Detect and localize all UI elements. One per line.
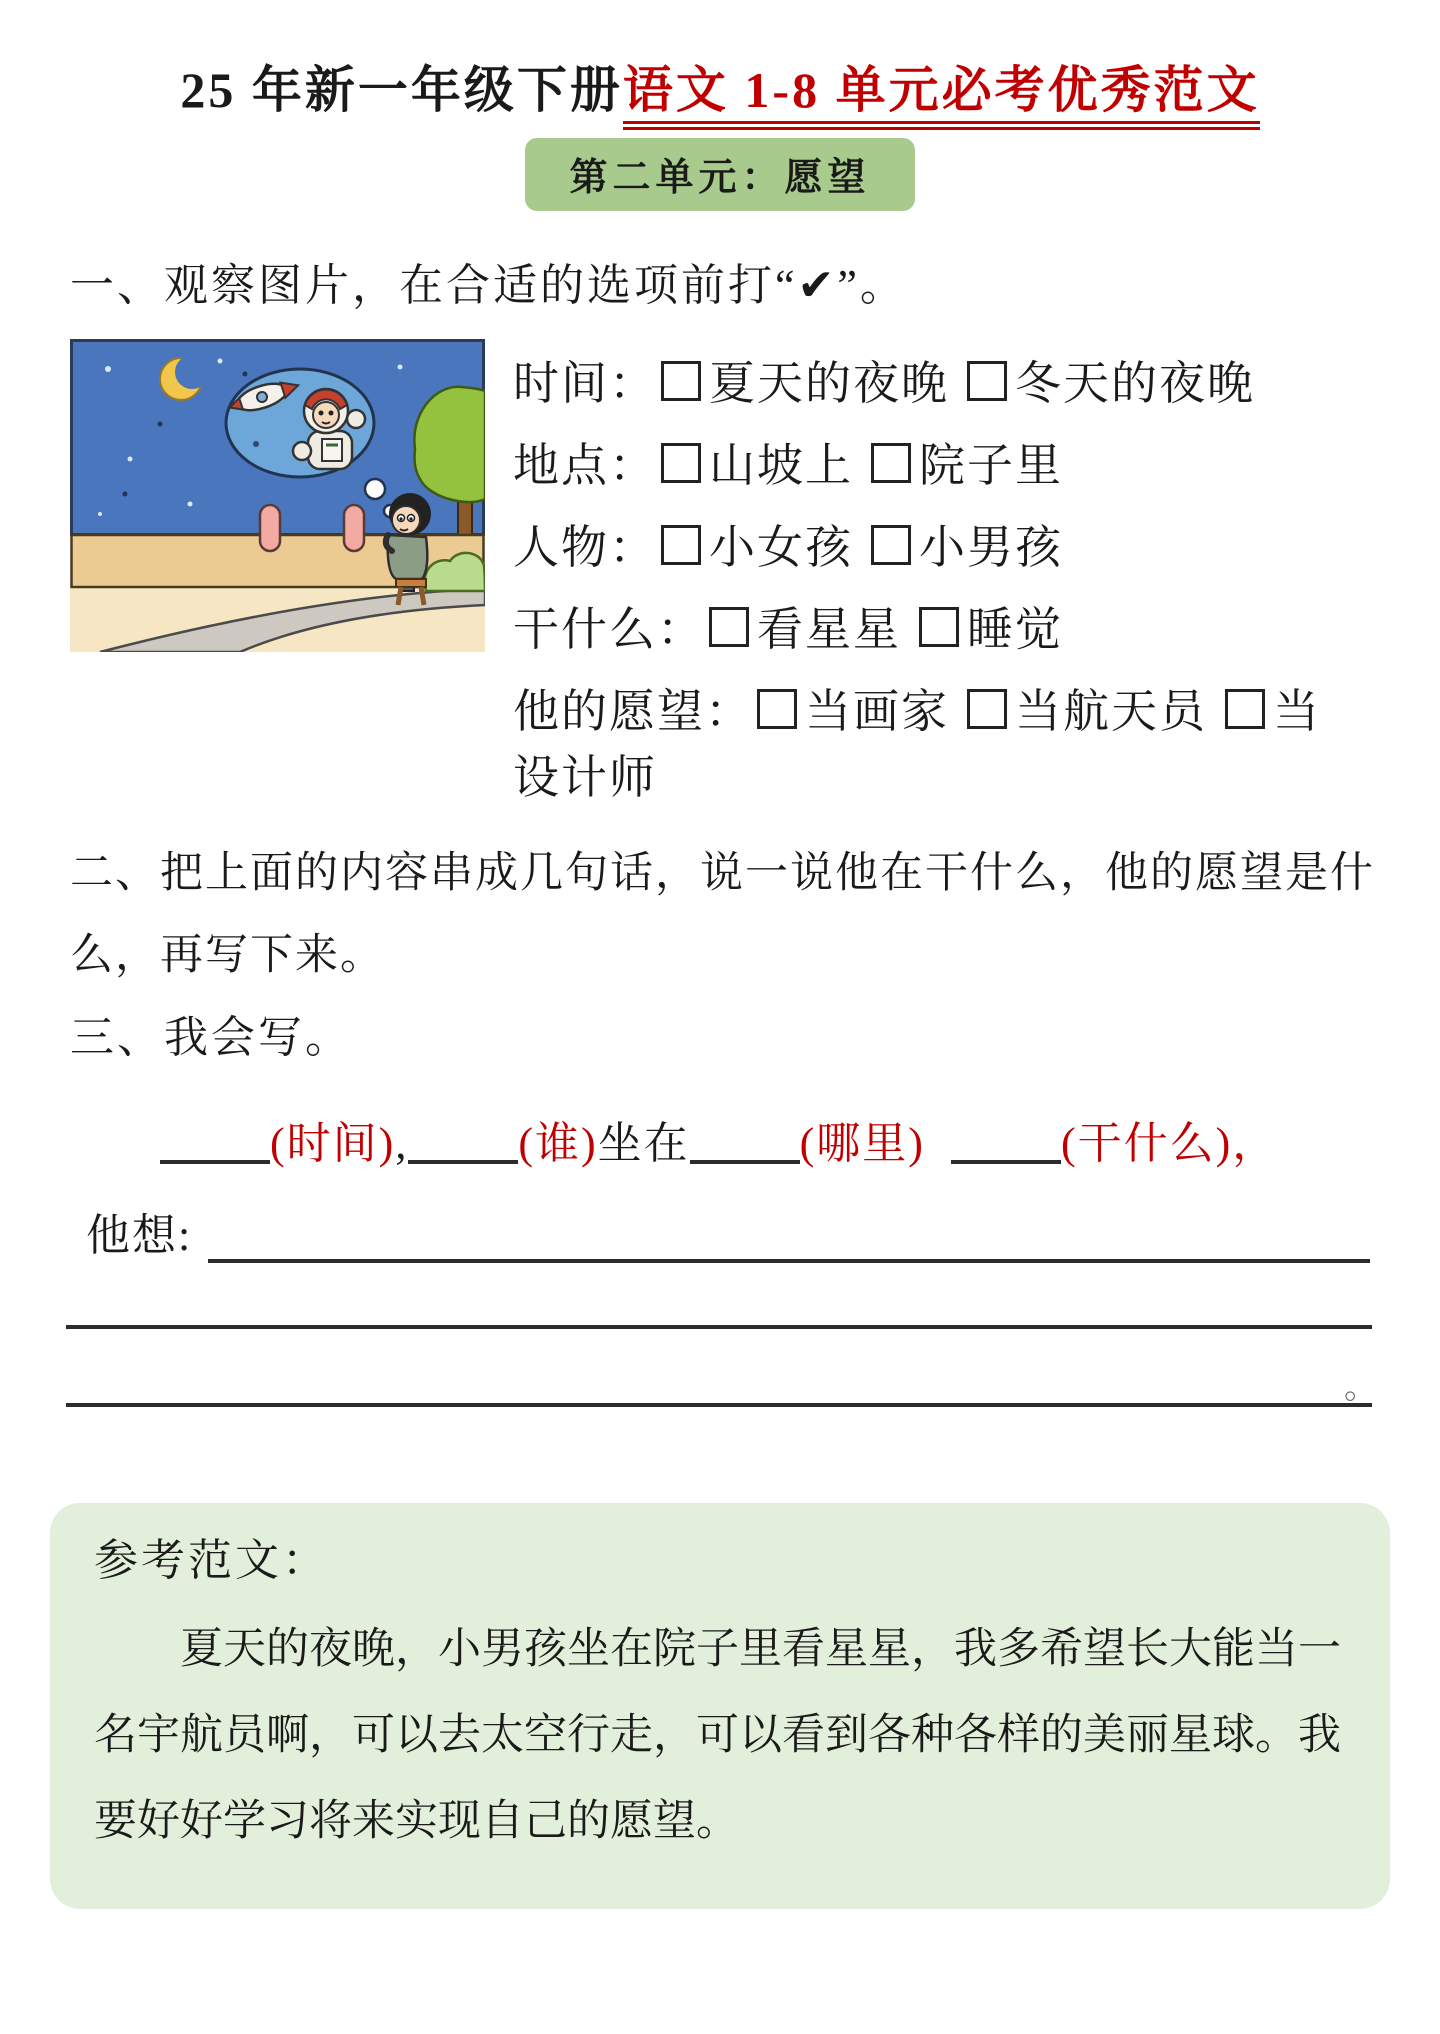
- option-choice: [967, 686, 1207, 737]
- option-text: 山坡上: [709, 440, 853, 491]
- option-row: [513, 597, 1338, 663]
- he-thinks-row: [70, 1199, 1370, 1263]
- fill-hint-red: (哪里): [799, 1119, 925, 1168]
- option-choice: [757, 686, 949, 737]
- option-choice: [661, 522, 853, 573]
- option-text: 冬天的夜晚: [1015, 358, 1255, 409]
- checkbox[interactable]: [757, 689, 797, 729]
- fill-hint-red: (谁): [518, 1119, 598, 1168]
- option-row-label: 他的愿望：: [513, 686, 753, 737]
- answer-line-3-wrap: [70, 1369, 1378, 1407]
- section2-heading: 二、把上面的内容串成几句话，说一说他在干什么，他的愿望是什么，再写下来。: [70, 850, 1375, 979]
- option-choice: [661, 440, 853, 491]
- option-text: 当设计师: [513, 686, 1321, 803]
- unit-badge: 第二单元：愿望: [525, 138, 914, 211]
- option-choice: [919, 604, 1063, 655]
- option-row-label: 人物：: [513, 522, 657, 573]
- stool-seat: [396, 579, 426, 587]
- section1-body: [70, 339, 1370, 827]
- checkbox[interactable]: [661, 525, 701, 565]
- fill-blank[interactable]: [690, 1120, 800, 1164]
- option-text: 小女孩: [709, 522, 853, 573]
- section1-options: [513, 339, 1338, 827]
- trail-bubble-large: [365, 479, 385, 499]
- option-text: 看星星: [757, 604, 901, 655]
- fill-hint-red: ，: [1232, 1119, 1279, 1168]
- section3-heading: 三、我会写。: [70, 1013, 352, 1062]
- checkbox[interactable]: [709, 607, 749, 647]
- answer-line-3[interactable]: [66, 1403, 1372, 1407]
- option-choice: [871, 522, 1063, 573]
- checkbox[interactable]: [871, 443, 911, 483]
- checkbox[interactable]: [661, 361, 701, 401]
- title-red-part: 语文 1-8 单元必考优秀范文: [623, 62, 1260, 130]
- option-text: 院子里: [919, 440, 1063, 491]
- sentence-period: 。: [1344, 1369, 1378, 1406]
- thought-bubble: [226, 369, 374, 477]
- option-row-label: 干什么：: [513, 604, 705, 655]
- option-choice: [661, 358, 949, 409]
- option-choice: [871, 440, 1063, 491]
- fill-text: 坐在: [597, 1119, 690, 1168]
- fill-template-line: [160, 1107, 1370, 1171]
- checkbox[interactable]: [661, 443, 701, 483]
- option-row: [513, 515, 1338, 581]
- option-row: [513, 351, 1338, 417]
- checkbox[interactable]: [871, 525, 911, 565]
- fill-hint-red: (干什么): [1060, 1119, 1233, 1168]
- boy-stargazing-illustration: [70, 339, 485, 652]
- option-row: [513, 679, 1338, 811]
- title-black-part: 25 年新一年级下册: [180, 62, 623, 118]
- option-text: 夏天的夜晚: [709, 358, 949, 409]
- option-text: 当画家: [805, 686, 949, 737]
- option-row-label: 时间：: [513, 358, 657, 409]
- checkbox[interactable]: [1225, 689, 1265, 729]
- he-thinks-label: 他想:: [86, 1211, 193, 1260]
- option-choice: [709, 604, 901, 655]
- option-text: 当航天员: [1015, 686, 1207, 737]
- option-row: [513, 433, 1338, 499]
- scene-illustration: [70, 339, 485, 652]
- option-text: 睡觉: [967, 604, 1063, 655]
- option-text: 小男孩: [919, 522, 1063, 573]
- fill-blank[interactable]: [408, 1120, 518, 1164]
- option-row-label: 地点：: [513, 440, 657, 491]
- fill-blank[interactable]: [951, 1120, 1061, 1164]
- reference-box: [50, 1503, 1390, 1909]
- checkbox[interactable]: [967, 361, 1007, 401]
- reference-label: 参考范文：: [94, 1536, 329, 1585]
- section1-heading: 一、观察图片，在合适的选项前打“✔”。: [70, 261, 907, 310]
- fill-text: ,: [395, 1119, 409, 1168]
- fill-hint-red: (时间): [270, 1119, 396, 1168]
- option-choice: [967, 358, 1255, 409]
- answer-line-2[interactable]: [66, 1325, 1372, 1329]
- answer-line-1[interactable]: [208, 1207, 1370, 1263]
- checkbox[interactable]: [967, 689, 1007, 729]
- fill-blank[interactable]: [160, 1120, 270, 1164]
- reference-body: 夏天的夜晚，小男孩坐在院子里看星星，我多希望长大能当一名宇航员啊，可以去太空行走，可以看到各种各样的美丽星球。我要好好学习将来实现自己的愿望。: [94, 1626, 1341, 1845]
- checkbox[interactable]: [919, 607, 959, 647]
- page-title: [70, 50, 1370, 122]
